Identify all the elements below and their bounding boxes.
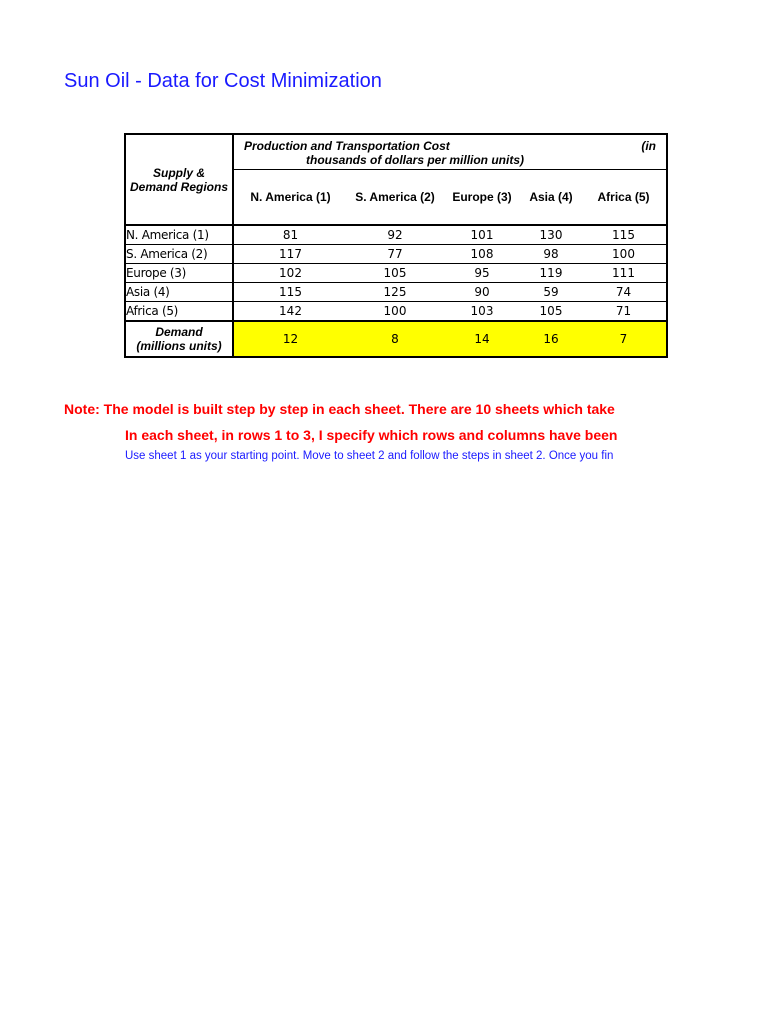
table-row xyxy=(125,302,667,322)
cost-cell[interactable]: 98 xyxy=(521,245,581,264)
row-label[interactable]: N. America (1) xyxy=(125,225,233,245)
column-header-asia[interactable]: Asia (4) xyxy=(521,170,581,226)
table-row xyxy=(125,245,667,264)
cost-cell[interactable]: 100 xyxy=(347,302,443,322)
cost-cell[interactable]: 100 xyxy=(581,245,667,264)
cost-cell[interactable]: 125 xyxy=(347,283,443,302)
cost-header-line2: thousands of dollars per million units) xyxy=(306,153,525,167)
cost-cell[interactable]: 142 xyxy=(233,302,347,322)
cost-header-in: (in xyxy=(641,139,656,153)
cost-cell[interactable]: 103 xyxy=(443,302,521,322)
cost-header-line1: Production and Transportation Cost xyxy=(244,139,450,153)
demand-cell[interactable]: 16 xyxy=(521,321,581,357)
demand-label-line2: (millions units) xyxy=(136,339,222,353)
cost-header-cell[interactable] xyxy=(233,134,667,170)
cost-cell[interactable]: 71 xyxy=(581,302,667,322)
column-header-s-america[interactable]: S. America (2) xyxy=(347,170,443,226)
cost-cell[interactable]: 59 xyxy=(521,283,581,302)
cost-cell[interactable]: 90 xyxy=(443,283,521,302)
column-header-africa[interactable]: Africa (5) xyxy=(581,170,667,226)
corner-header-line2: Demand Regions xyxy=(129,179,228,194)
demand-label-line1: Demand xyxy=(155,325,203,339)
cost-cell[interactable]: 95 xyxy=(443,264,521,283)
table-row xyxy=(125,283,667,302)
corner-header-line1: Supply & xyxy=(152,165,205,180)
cost-cell[interactable]: 77 xyxy=(347,245,443,264)
note-line-2: In each sheet, in rows 1 to 3, I specify which rows and columns have been xyxy=(125,427,618,443)
demand-cell[interactable]: 8 xyxy=(347,321,443,357)
corner-header-cell[interactable] xyxy=(125,134,233,225)
sheet-title: Sun Oil - Data for Cost Minimization xyxy=(64,70,382,92)
cost-cell[interactable]: 102 xyxy=(233,264,347,283)
demand-cell[interactable]: 7 xyxy=(581,321,667,357)
table-row xyxy=(125,264,667,283)
cost-cell[interactable]: 115 xyxy=(581,225,667,245)
column-header-europe[interactable]: Europe (3) xyxy=(443,170,521,226)
row-label[interactable]: Europe (3) xyxy=(125,264,233,283)
cost-cell[interactable]: 115 xyxy=(233,283,347,302)
demand-cell[interactable]: 14 xyxy=(443,321,521,357)
cost-cell[interactable]: 130 xyxy=(521,225,581,245)
table-row xyxy=(125,225,667,245)
cost-cell[interactable]: 92 xyxy=(347,225,443,245)
cost-cell[interactable]: 105 xyxy=(347,264,443,283)
demand-cell[interactable]: 12 xyxy=(233,321,347,357)
cost-cell[interactable]: 74 xyxy=(581,283,667,302)
cost-cell[interactable]: 111 xyxy=(581,264,667,283)
row-label[interactable]: Africa (5) xyxy=(125,302,233,322)
row-label[interactable]: S. America (2) xyxy=(125,245,233,264)
cost-cell[interactable]: 119 xyxy=(521,264,581,283)
demand-label-cell[interactable] xyxy=(125,321,233,357)
demand-row xyxy=(125,321,667,357)
cost-cell[interactable]: 101 xyxy=(443,225,521,245)
note-line-1: Note: The model is built step by step in each sheet. There are 10 sheets which take xyxy=(64,401,615,417)
column-header-n-america[interactable]: N. America (1) xyxy=(233,170,347,226)
cost-cell[interactable]: 81 xyxy=(233,225,347,245)
cost-cell[interactable]: 117 xyxy=(233,245,347,264)
note-line-3: Use sheet 1 as your starting point. Move to sheet 2 and follow the steps in sheet 2. Once you fin xyxy=(125,450,614,462)
cost-cell[interactable]: 105 xyxy=(521,302,581,322)
cost-table xyxy=(124,133,668,358)
cost-cell[interactable]: 108 xyxy=(443,245,521,264)
row-label[interactable]: Asia (4) xyxy=(125,283,233,302)
